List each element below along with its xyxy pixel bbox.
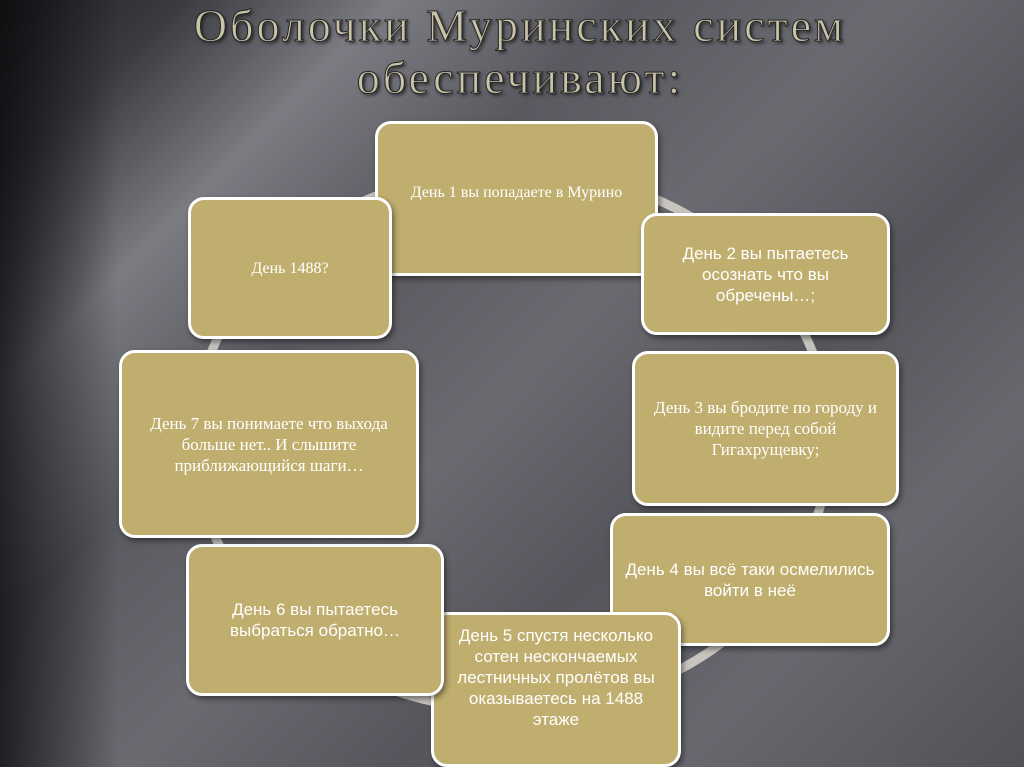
cycle-node-day-1 xyxy=(375,121,658,276)
cycle-node-day-5 xyxy=(431,612,681,767)
cycle-node-day-3 xyxy=(632,351,899,506)
cycle-node-day-1488 xyxy=(188,197,392,339)
day-5-text: День 5 спустя несколько сотен нескончаемых лестничных пролётов вы оказываетесь на 1488 этаже xyxy=(457,626,655,729)
day-1-text: День 1 вы попадаете в Мурино xyxy=(410,184,623,201)
day-1488-text: День 1488? xyxy=(251,259,329,277)
title-line-1: Оболочки Муринских систем xyxy=(193,0,847,51)
day-6-text: День 6 вы пытаетесь выбраться обратно… xyxy=(230,600,400,640)
cycle-node-day-2 xyxy=(641,213,890,335)
day-4-text: День 4 вы всё таки осмелились войти в неё xyxy=(625,559,875,600)
cycle-node-day-6 xyxy=(186,544,444,696)
title-line-2: обеспечивают: xyxy=(356,52,684,103)
day-3-text: День 3 вы бродите по городу и видите перед собой Гигахрущевку; xyxy=(654,398,877,459)
day-7-text: День 7 вы понимаете что выхода больше нет.. И слышите приближающийся шаги… xyxy=(150,413,388,475)
cycle-node-day-7 xyxy=(119,350,419,538)
day-2-text: День 2 вы пытаетесь осознать что вы обречены…; xyxy=(682,243,849,305)
